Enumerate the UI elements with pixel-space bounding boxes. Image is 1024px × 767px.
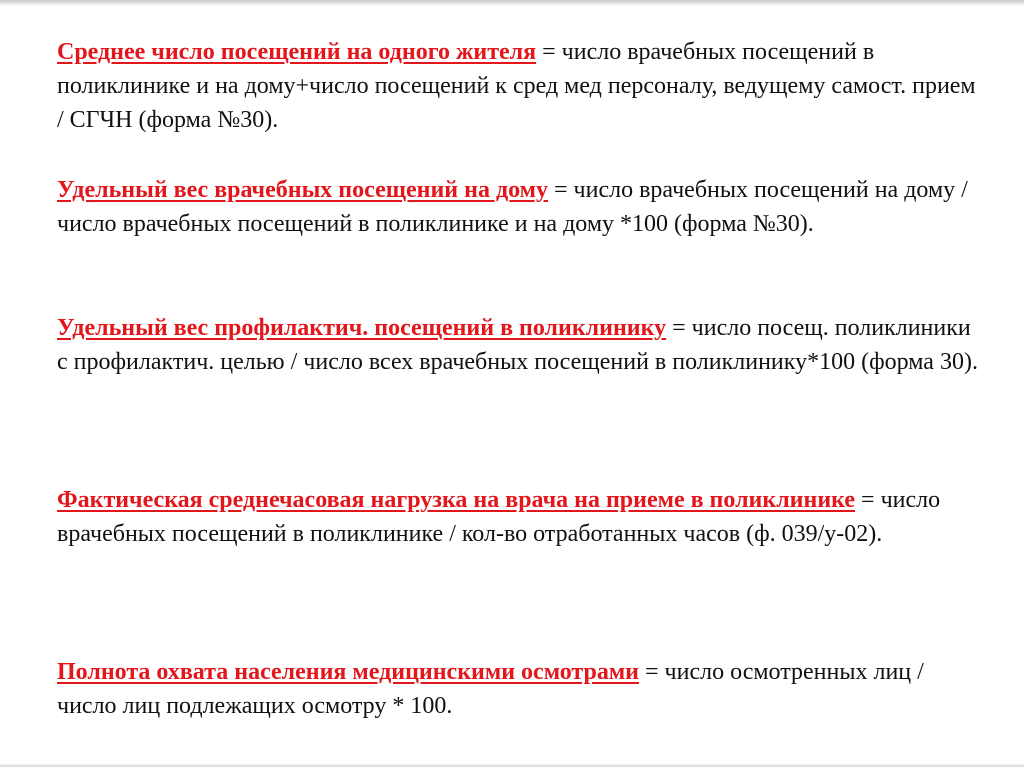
paragraph-preventive-visits-share (57, 311, 987, 379)
term-home-visits-share: Удельный вес врачебных посещений на дому (57, 177, 548, 203)
paragraph-visits-per-resident (57, 35, 987, 137)
term-visits-per-resident: Среднее число посещений на одного жителя (57, 39, 537, 65)
formula-hourly-workload: = число врачебных посещений в поликлинике / кол-во отработанных часов (ф. 039/у-02). (57, 487, 941, 547)
paragraph-hourly-workload (57, 483, 987, 551)
formula-preventive-visits-share: = число посещ. поликлиники с профилактич. целью / число всех врачебных посещений в поликлинику*100 (форма 30). (57, 315, 978, 375)
term-preventive-visits-share: Удельный вес профилактич. посещений в поликлинику (57, 315, 667, 341)
term-hourly-workload: Фактическая среднечасовая нагрузка на врача на приеме в поликлинике (57, 487, 856, 513)
formula-visits-per-resident: = число врачебных посещений в поликлинике и на дому+число посещений к сред мед персоналу, ведущему самост. прием / СГЧН (форма №30). (57, 39, 976, 133)
paragraph-exam-coverage (57, 655, 987, 723)
slide-bottom-edge (0, 763, 1024, 767)
paragraph-home-visits-share (57, 173, 987, 241)
formula-home-visits-share: = число врачебных посещений на дому / число врачебных посещений в поликлинике и на дому *100 (форма №30). (57, 177, 968, 237)
formula-exam-coverage: = число осмотренных лиц / число лиц подлежащих осмотру * 100. (57, 659, 924, 719)
term-exam-coverage: Полнота охвата населения медицинскими осмотрами (57, 659, 640, 685)
